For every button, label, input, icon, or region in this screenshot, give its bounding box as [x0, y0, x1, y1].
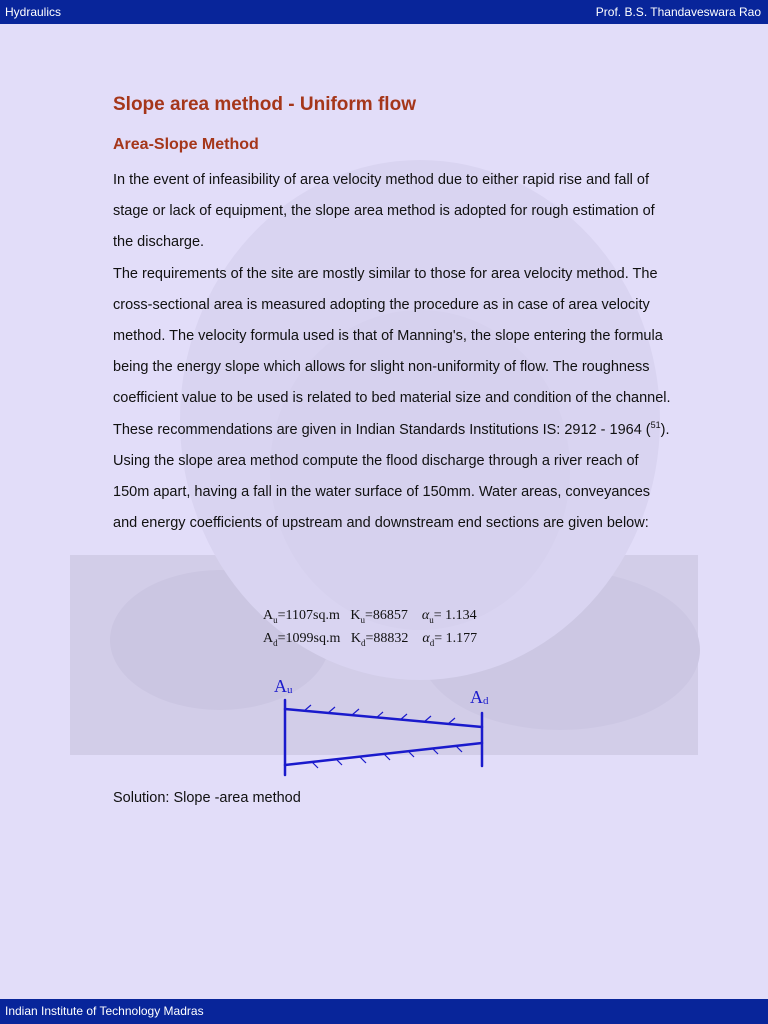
conveyance-upstream: $K_u=86857$	[350, 608, 408, 625]
paragraph-1: In the event of infeasibility of area velocity method due to either rapid rise and fall of stage or lack of equipment, the slope area method is adopted for rough estimation of the discharge.	[113, 172, 655, 251]
upstream-area-label: Au	[274, 676, 293, 696]
paragraph-2-end: ).	[660, 421, 670, 438]
footer-bar	[0, 999, 768, 1024]
energy-coefficient-downstream: $\alpha_d= 1.177$	[422, 631, 478, 648]
page-title: Slope area method - Uniform flow	[113, 94, 416, 115]
area-downstream: $A_d=1099sq.m$	[263, 631, 341, 648]
reference-number: 51	[650, 419, 661, 430]
top-bank-line	[285, 709, 482, 727]
solution-heading: Solution: Slope -area method	[113, 790, 301, 806]
footer-institution: Indian Institute of Technology Madras	[5, 1004, 204, 1018]
paragraph-2-text: The requirements of the site are mostly similar to those for area velocity method. The cross-sectional area is measured adopting the procedure as in case of area velocity method. The velocity formula used is that of Manning's, the slope entering the formula being the energy slope which allows for slight non-uniformity of flow. The roughness coefficient value to be used is related to bed material size and condition of the channel. These recommendations are given in Indian Standards Institutions IS: 2912 - 1964 (	[113, 265, 671, 438]
header-course: Hydraulics	[5, 5, 62, 19]
bank-hatching	[304, 705, 462, 768]
energy-coefficient-upstream: $\alpha_u= 1.134$	[421, 608, 477, 625]
downstream-area-label: Ad	[470, 687, 489, 707]
header-author: Prof. B.S. Thandaveswara Rao	[595, 5, 761, 19]
area-upstream: $A_u=1107sq.m$	[263, 608, 340, 625]
conveyance-downstream: $K_d=88832$	[350, 631, 409, 648]
paragraph-3: Using the slope area method compute the flood discharge through a river reach of 150m apart, having a fall in the water surface of 150mm. Water areas, conveyances and energy coefficients of upstream and downstream end sections are given below:	[113, 452, 651, 532]
section-heading: Area-Slope Method	[113, 136, 259, 153]
bottom-bank-line	[285, 743, 482, 765]
